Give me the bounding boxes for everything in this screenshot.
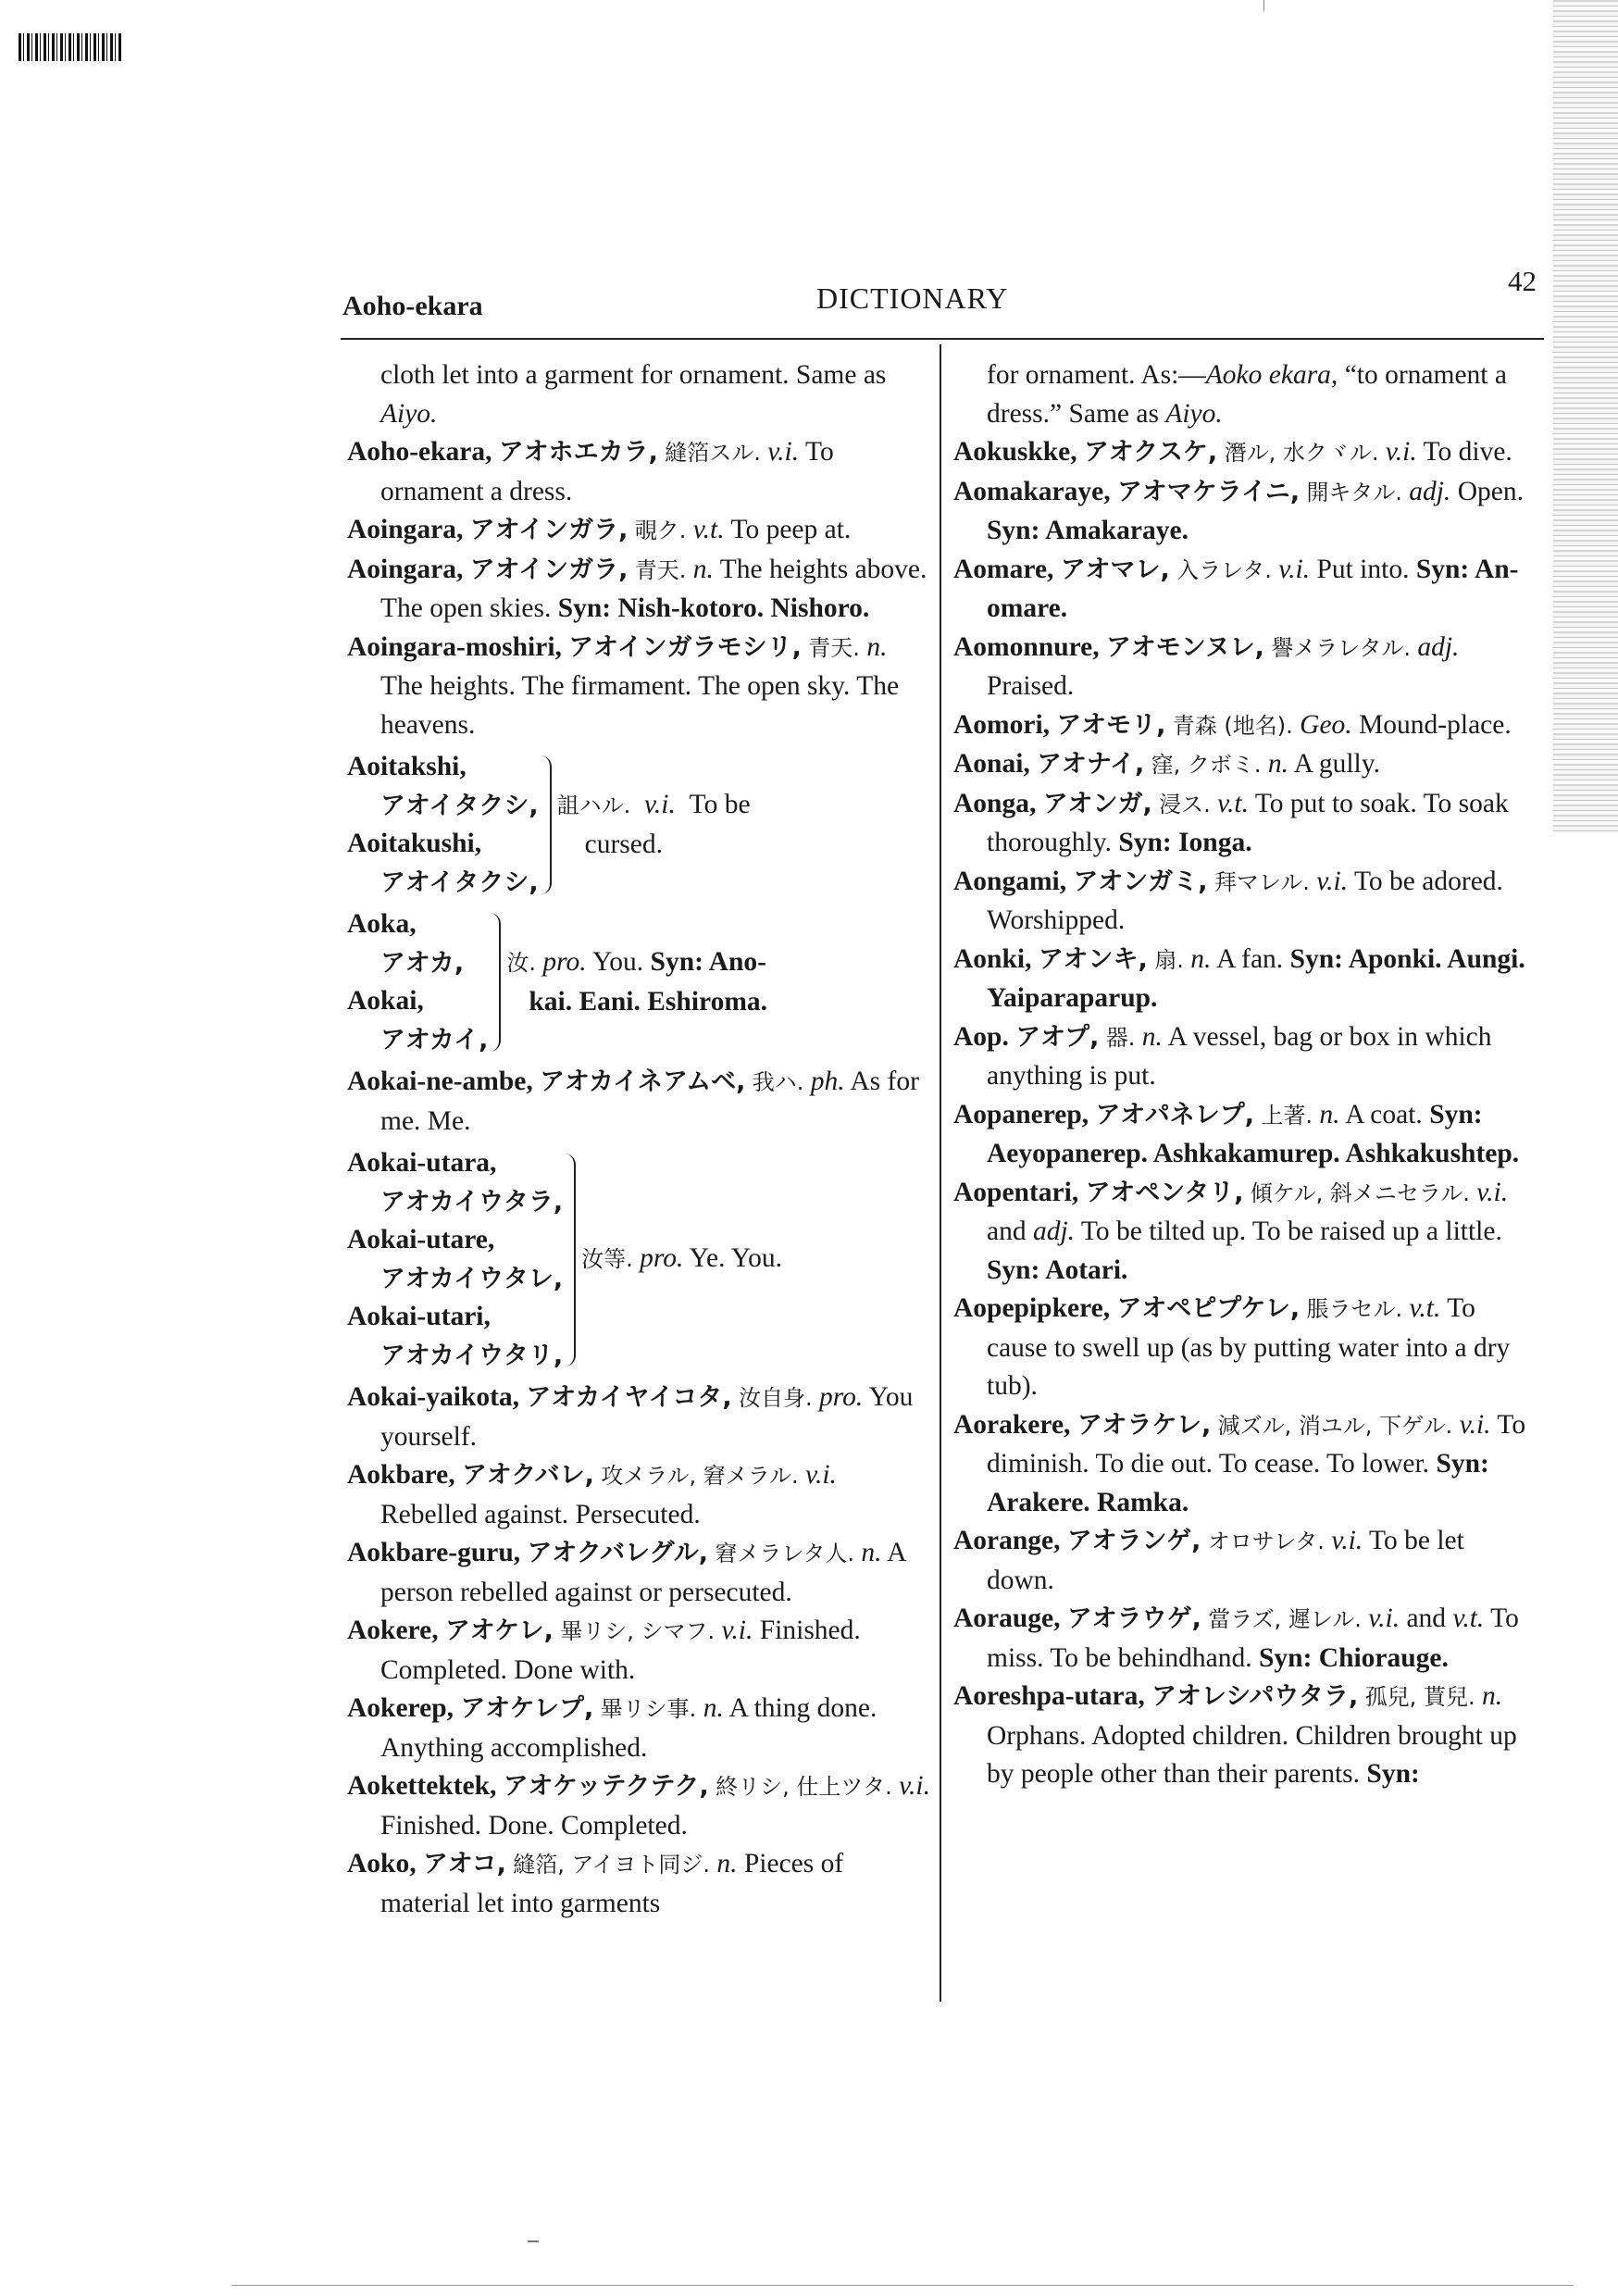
katakana-reading: アオナイ,: [1037, 750, 1145, 779]
katakana-reading: アオコ,: [422, 1850, 506, 1878]
dictionary-entry: [347, 1690, 930, 1767]
headword: Aopepipkere,: [953, 1293, 1111, 1323]
part-of-speech: pro.: [542, 947, 587, 977]
headword: Aoitakushi,: [347, 829, 482, 858]
synonyms: Syn: Chiorauge.: [1259, 1642, 1449, 1673]
part-of-speech: v.i.: [1476, 1177, 1509, 1207]
grouped-entry: [347, 905, 930, 1059]
dictionary-entry: [953, 1406, 1537, 1523]
definition: To put to soak. To soak thoroughly.: [987, 788, 1509, 857]
dictionary-entry: [953, 1290, 1537, 1406]
japanese-gloss: 當ラズ, 遲レル.: [1208, 1606, 1362, 1632]
part-of-speech: n.: [861, 1538, 882, 1567]
headword: Aomori,: [953, 709, 1051, 740]
synonyms: Syn: Aponki. Aungi. Yaiparaparup.: [987, 943, 1525, 1013]
headword: Aoho-ekara,: [347, 437, 492, 467]
part-of-speech: v.i.: [644, 790, 676, 819]
headword: Aonai,: [953, 749, 1030, 779]
part-of-speech: v.i.: [899, 1771, 930, 1801]
katakana-reading: アオモンヌレ,: [1106, 632, 1264, 662]
katakana-reading: アオンガミ,: [1073, 867, 1208, 896]
synonyms: Syn: Aeyopanerep. Ashkakamurep. Ashkakushtep.: [987, 1099, 1520, 1168]
part-of-speech: n.: [1481, 1681, 1503, 1711]
variant-forms: [347, 1144, 563, 1375]
definition: To be adored. Worshipped.: [987, 866, 1503, 935]
japanese-gloss: 傾ケル, 斜メニセラル.: [1250, 1179, 1470, 1206]
katakana-reading: アオパネレプ,: [1095, 1100, 1254, 1129]
running-head-headword: Aoho-ekara: [342, 291, 483, 321]
definition: The heights above. The open skies.: [380, 554, 927, 623]
part-of-speech: v.t.: [1409, 1293, 1441, 1323]
headword: Aokai-ne-ambe,: [347, 1067, 533, 1096]
definition: To diminish. To die out. To cease. To lower.: [987, 1409, 1526, 1479]
headword: Aokai-utara,: [347, 1148, 497, 1178]
synonyms: Syn: An-omare.: [987, 554, 1519, 623]
katakana-reading: アオマケライニ,: [1116, 477, 1301, 506]
japanese-gloss: 詛ハル.: [556, 792, 631, 818]
headword: Aomakaraye,: [953, 476, 1111, 506]
japanese-gloss: 青天.: [634, 556, 687, 583]
grouped-entry: [347, 1144, 930, 1375]
dictionary-entry: [953, 1018, 1537, 1096]
katakana-reading: アオランゲ,: [1066, 1527, 1201, 1555]
japanese-gloss: 攻メラル, 窘メラル.: [601, 1463, 799, 1489]
synonyms: Syn: Ionga.: [1118, 828, 1252, 857]
synonyms: Syn: Nish-kotoro. Nishoro.: [557, 593, 870, 623]
running-head-title: DICTIONARY: [816, 281, 1009, 315]
entry-continuation: for ornament. As:—Aoko ekara, “to ornament a dress.” Same as Aiyo.: [987, 360, 1507, 429]
japanese-gloss: 汝.: [506, 950, 537, 976]
definition: Orphans. Adopted children. Children brought up by people other than their parents.: [987, 1720, 1517, 1789]
synonyms: Syn: Arakere. Ramka.: [987, 1449, 1489, 1517]
part-of-speech: adj.: [1409, 476, 1451, 506]
dictionary-entry: Aorauge, アオラウゲ, 當ラズ, 遲レル. v.i. and v.t. To miss. To be behindhand. Syn: Chiorauge.: [953, 1603, 1519, 1673]
part-of-speech: v.i.: [1385, 437, 1417, 467]
katakana-reading: アオケレプ,: [460, 1694, 594, 1723]
katakana-reading: アオカイヤイコタ,: [526, 1383, 732, 1412]
katakana-reading: アオカイウタラ,: [380, 1187, 564, 1217]
japanese-gloss: 覗ク.: [634, 518, 687, 543]
definition: A thing done. Anything accomplished.: [380, 1693, 877, 1763]
synonyms: Syn: Ano-: [650, 947, 766, 977]
part-of-speech: n.: [1267, 749, 1289, 779]
katakana-reading: アオマレ,: [1060, 555, 1170, 584]
definition: As for me. Me.: [380, 1067, 919, 1136]
page-edge-scan-artifact: [1553, 0, 1618, 833]
headword: Aokuskke,: [953, 437, 1077, 467]
part-of-speech: v.i.: [805, 1460, 837, 1490]
katakana-reading: アオカイ,: [380, 1025, 489, 1054]
katakana-reading: アオクスケ,: [1084, 438, 1218, 467]
headword: Aonga,: [953, 788, 1037, 818]
dictionary-entry: [953, 706, 1537, 746]
japanese-gloss: 青森 (地名).: [1172, 712, 1293, 739]
dictionary-entry: [953, 551, 1537, 629]
katakana-reading: アオケレ,: [444, 1616, 554, 1645]
katakana-reading: アオカイウタリ,: [380, 1341, 564, 1370]
part-of-speech: v.t.: [692, 515, 725, 544]
katakana-reading: アオペピプケレ,: [1116, 1294, 1301, 1323]
katakana-reading: アオレシパウタラ,: [1151, 1682, 1359, 1711]
part-of-speech: v.i.: [1316, 866, 1349, 896]
dictionary-entry: [953, 473, 1537, 551]
definition: To be tilted up. To be raised up a little.: [1080, 1217, 1502, 1246]
headword: Aorauge,: [953, 1603, 1061, 1633]
definition: To be let down.: [987, 1526, 1464, 1595]
synonyms: Syn: Amakaraye.: [987, 516, 1189, 545]
part-of-speech: n.: [692, 554, 714, 584]
definition: A fan.: [1216, 943, 1284, 974]
variant-forms: [347, 905, 488, 1059]
synonyms: kai. Eani. Eshiroma.: [529, 986, 768, 1017]
dictionary-entry: [953, 863, 1537, 941]
japanese-gloss: 減ズル, 消ユル, 下ゲル.: [1217, 1412, 1453, 1439]
headword: Aokerep,: [347, 1693, 454, 1723]
katakana-reading: アオイタクシ,: [380, 791, 539, 820]
headword: Aomonnure,: [953, 631, 1100, 662]
definition: Rebelled against. Persecuted.: [380, 1499, 701, 1529]
dictionary-entry: [347, 551, 930, 629]
part-of-speech: Geo.: [1300, 709, 1352, 740]
japanese-gloss: 浸ス.: [1159, 791, 1211, 817]
dictionary-entry: [953, 433, 1537, 473]
definition: A person rebelled against or persecuted.: [380, 1538, 905, 1607]
part-of-speech: v.i.: [721, 1616, 753, 1645]
headword: Aokettektek,: [347, 1771, 497, 1801]
part-of-speech: n.: [716, 1849, 738, 1878]
definition: Ye. You.: [689, 1243, 782, 1274]
synonyms: Syn: Aotari.: [987, 1254, 1128, 1285]
japanese-gloss: 潛ル, 水クヾル.: [1224, 440, 1379, 466]
headword: Aoingara,: [347, 554, 464, 584]
running-head: [342, 265, 1537, 324]
headword: Aoingara,: [347, 515, 464, 544]
part-of-speech: adj.: [1032, 1217, 1076, 1246]
japanese-gloss: 終リシ, 仕上ツタ.: [716, 1774, 892, 1800]
headword: Aoreshpa-utara,: [953, 1681, 1145, 1711]
headword: Aokai-utari,: [347, 1302, 491, 1331]
column-divider: [940, 344, 941, 2002]
dictionary-entry: [347, 511, 930, 551]
edge-mark: [1263, 0, 1264, 11]
japanese-gloss: 譽メラレタル.: [1271, 634, 1411, 661]
japanese-gloss: 入ラレタ.: [1176, 556, 1272, 583]
definition: Finished. Completed. Done with.: [380, 1616, 861, 1685]
katakana-reading: アオカ,: [380, 948, 465, 978]
left-column: [347, 356, 930, 1923]
part-of-speech: n.: [703, 1693, 724, 1723]
japanese-gloss: 畢リシ, シマフ.: [560, 1618, 716, 1644]
definition: Finished. Done. Completed.: [380, 1810, 688, 1841]
page-number: 42: [1508, 265, 1537, 297]
archive-barcode: [19, 33, 122, 61]
synonyms: Syn:: [1366, 1759, 1420, 1789]
part-of-speech: v.i.: [767, 437, 800, 467]
grouping-brace: [541, 755, 552, 894]
definition: You.: [591, 947, 644, 977]
headword: Aopanerep,: [953, 1099, 1089, 1129]
headword: Aokai-utare,: [347, 1225, 495, 1254]
definition: The heights. The firmament. The open sky. The heavens.: [380, 671, 900, 740]
katakana-reading: アオラケレ,: [1077, 1410, 1212, 1440]
part-of-speech: v.i.: [1368, 1603, 1400, 1633]
definition: Pieces of material let into garments: [380, 1849, 844, 1918]
katakana-reading: アオケッテクテク,: [503, 1772, 709, 1801]
japanese-gloss: 縫箔, アイヨト同ジ.: [513, 1852, 710, 1878]
definition: Praised.: [987, 671, 1075, 701]
katakana-reading: アオカイネアムベ,: [540, 1067, 746, 1096]
definition: A coat.: [1345, 1099, 1423, 1129]
dictionary-entry: [347, 1612, 930, 1690]
japanese-gloss: 我ハ.: [752, 1069, 804, 1095]
japanese-gloss: 畢リシ事.: [600, 1696, 697, 1722]
headword: Aokere,: [347, 1616, 439, 1645]
japanese-gloss: 青天.: [808, 634, 860, 661]
japanese-gloss: オロサレタ.: [1207, 1529, 1325, 1554]
definition: Put into.: [1316, 554, 1410, 584]
japanese-gloss: 孤兒, 貰兒.: [1364, 1684, 1475, 1710]
part-of-speech: v.t.: [1452, 1603, 1485, 1633]
part-of-speech: pro.: [819, 1382, 864, 1412]
dictionary-entry: [347, 1767, 930, 1845]
shared-definition: [557, 786, 835, 864]
dictionary-entry: [347, 1456, 930, 1534]
dictionary-entry: [347, 433, 930, 511]
definition: To miss. To be behindhand.: [987, 1603, 1519, 1673]
dictionary-entry: [953, 745, 1537, 785]
part-of-speech: v.i.: [1459, 1409, 1491, 1440]
japanese-gloss: 開キタル.: [1306, 479, 1402, 505]
katakana-reading: アオンガ,: [1042, 789, 1152, 818]
headword: Aongami,: [953, 866, 1067, 896]
katakana-reading: アオプ,: [1015, 1022, 1100, 1052]
definition: To peep at.: [730, 515, 852, 544]
katakana-reading: アオインガラ,: [469, 555, 629, 584]
japanese-gloss: 拜マレル.: [1214, 868, 1310, 895]
katakana-reading: アオホエカラ,: [498, 438, 658, 467]
part-of-speech: ph.: [810, 1067, 845, 1096]
headword: Aopentari,: [953, 1177, 1079, 1207]
shared-definition: [506, 943, 768, 1021]
japanese-gloss: 汝自身.: [739, 1385, 813, 1411]
scan-mark: [528, 2240, 539, 2242]
part-of-speech: adj.: [1417, 631, 1460, 662]
dictionary-entry: [347, 1379, 930, 1456]
dictionary-entry: [953, 785, 1537, 863]
right-column: [953, 356, 1537, 1794]
definition: Open.: [1457, 476, 1524, 506]
part-of-speech: pro.: [640, 1243, 684, 1274]
japanese-gloss: 扇.: [1154, 946, 1184, 973]
katakana-reading: アオインガラ,: [469, 516, 629, 544]
dictionary-entry: [347, 1845, 930, 1923]
headword: Aonki,: [953, 943, 1032, 974]
grouping-brace: [565, 1154, 576, 1366]
japanese-gloss: 縫箔スル.: [665, 440, 761, 466]
dictionary-entry: [953, 1678, 1537, 1794]
definition: To dive.: [1423, 437, 1512, 467]
dictionary-entry: Aopentari, アオペンタリ, 傾ケル, 斜メニセラル. v.i. and adj. To be tilted up. To be raised up a little. Syn: Aotari.: [953, 1177, 1509, 1285]
katakana-reading: アオクバレグル,: [527, 1539, 708, 1567]
japanese-gloss: 上著.: [1261, 1102, 1313, 1129]
bottom-edge-line: [231, 2285, 1574, 2286]
shared-definition: [581, 1240, 794, 1279]
headword: Aop.: [953, 1021, 1009, 1052]
katakana-reading: アオンキ,: [1038, 944, 1148, 974]
headword: Aorakere,: [953, 1409, 1071, 1440]
katakana-reading: アオモリ,: [1056, 710, 1166, 740]
dictionary-entry: [953, 629, 1537, 706]
definition: A gully.: [1293, 749, 1380, 779]
part-of-speech: v.t.: [1217, 788, 1249, 818]
katakana-reading: アオクバレ,: [462, 1461, 594, 1490]
katakana-reading: アオイタクシ,: [380, 867, 539, 897]
part-of-speech: v.i.: [1278, 554, 1311, 584]
headword: Aokai,: [347, 986, 424, 1016]
headword: Aoingara-moshiri,: [347, 631, 562, 662]
variant-forms: [347, 748, 539, 902]
grouping-brace: [490, 913, 501, 1052]
katakana-reading: アオラウゲ,: [1066, 1604, 1201, 1633]
header-rule: [341, 338, 1544, 340]
part-of-speech: n.: [1141, 1021, 1163, 1052]
dictionary-entry: [953, 1522, 1537, 1600]
japanese-gloss: 窘メラレタ人.: [715, 1541, 855, 1566]
katakana-reading: アオインガラモシリ,: [568, 632, 802, 662]
headword: Aokbare,: [347, 1460, 455, 1490]
definition: You yourself.: [380, 1382, 914, 1452]
entry-continuation: cloth let into a garment for ornament. Same as Aiyo.: [380, 360, 887, 429]
dictionary-entry: [347, 1534, 930, 1612]
headword: Aokai-yaikota,: [347, 1382, 520, 1412]
definition: Mound-place.: [1359, 709, 1512, 740]
part-of-speech: v.i.: [1331, 1526, 1363, 1555]
definition: To ornament a dress.: [380, 437, 834, 506]
definition: A vessel, bag or box in which anything is put.: [987, 1021, 1492, 1091]
headword: Aoitakshi,: [347, 752, 467, 781]
headword: Aomare,: [953, 554, 1054, 584]
katakana-reading: アオカイウタレ,: [380, 1264, 564, 1293]
katakana-reading: アオペンタリ,: [1085, 1178, 1244, 1207]
headword: Aoko,: [347, 1849, 417, 1878]
japanese-gloss: 汝等.: [581, 1246, 633, 1273]
definition: cursed.: [584, 829, 664, 859]
japanese-gloss: 脹ラセル.: [1306, 1296, 1403, 1322]
dictionary-entry: [347, 1063, 930, 1141]
part-of-speech: n.: [866, 631, 888, 662]
definition: To be: [689, 790, 751, 819]
dictionary-entry: [347, 629, 930, 745]
dictionary-entry: [953, 941, 1537, 1018]
definition: To cause to swell up (as by putting water into a dry tub).: [987, 1293, 1511, 1401]
japanese-gloss: 窪, クボミ.: [1151, 752, 1262, 778]
headword: Aokbare-guru,: [347, 1538, 521, 1567]
headword: Aoka,: [347, 909, 417, 939]
part-of-speech: n.: [1190, 943, 1212, 974]
japanese-gloss: 器.: [1105, 1024, 1136, 1051]
grouped-entry: [347, 748, 930, 902]
part-of-speech: n.: [1319, 1099, 1340, 1129]
headword: Aorange,: [953, 1526, 1061, 1555]
dictionary-entry: [953, 1096, 1537, 1174]
